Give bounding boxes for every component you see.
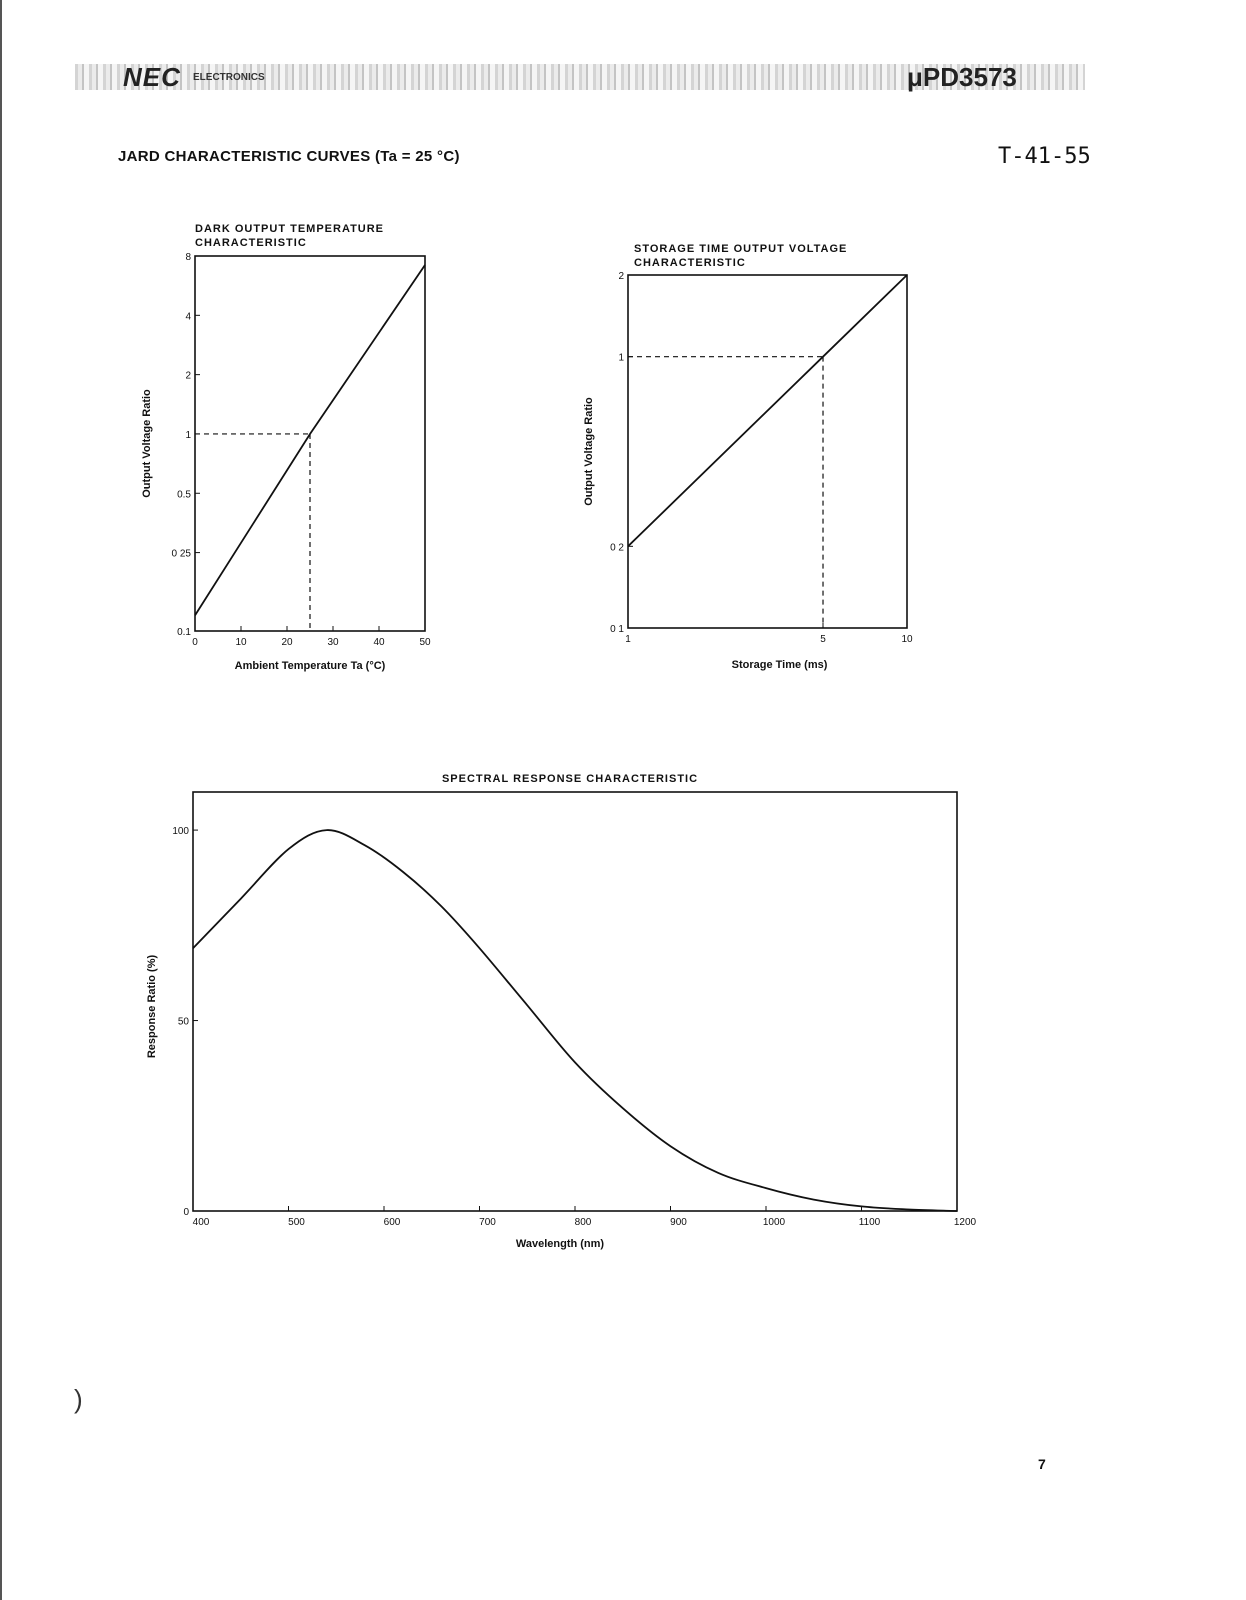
chart3-frame [193, 792, 957, 1211]
chart2-x-axis-label: Storage Time (ms) [731, 659, 828, 671]
chart1-title-line2: CHARACTERISTIC [195, 237, 307, 249]
chart3-title: SPECTRAL RESPONSE CHARACTERISTIC [441, 773, 699, 785]
chart3-y-tick-label: 50 [177, 1016, 189, 1028]
chart1-x-tick-label: 30 [327, 637, 339, 648]
chart2-series-line [628, 275, 907, 546]
chart3-x-tick-label: 1100 [858, 1217, 881, 1228]
chart1-y-tick-label: 2 [185, 370, 191, 382]
chart3-y-axis-label: Response Ratio (%) [146, 954, 158, 1059]
chart3-series-line [193, 830, 957, 1211]
brand-logo: NEC [123, 62, 181, 92]
chart2-frame [628, 275, 907, 628]
part-number: μPD3573 [907, 62, 1017, 92]
chart1-y-tick-label: 0 25 [171, 548, 191, 560]
chart3-x-tick-label: 700 [479, 1217, 496, 1228]
chart2-title-line2: CHARACTERISTIC [634, 257, 746, 269]
chart3-x-tick-label: 400 [192, 1217, 210, 1228]
chart1-x-tick-label: 20 [281, 637, 293, 648]
chart2-x-tick-label: 10 [901, 634, 913, 645]
chart1-y-tick-label: 4 [185, 311, 191, 323]
chart1-y-tick-label: 0.5 [177, 489, 191, 501]
chart3-x-tick-label: 800 [574, 1217, 592, 1228]
chart3-x-tick-label: 1200 [953, 1217, 977, 1228]
chart1-x-tick-label: 0 [192, 637, 198, 648]
chart1-y-tick-label: 0.1 [177, 627, 191, 638]
scan-artifact: ) [74, 1384, 83, 1414]
chart2-y-tick-label: 0 2 [610, 542, 624, 554]
chart1-x-tick-label: 40 [373, 637, 385, 648]
document-code: T-41-55 [998, 144, 1091, 169]
chart2-x-tick-label: 5 [820, 634, 826, 645]
chart3-x-tick-label: 600 [383, 1217, 401, 1228]
chart2-y-tick-label: 2 [618, 271, 624, 282]
chart3-x-tick-label: 500 [288, 1217, 305, 1228]
brand-subtitle: ELECTRONICS [193, 72, 265, 83]
chart3-x-tick-label: 1000 [762, 1217, 786, 1228]
chart2-title-line1: STORAGE TIME OUTPUT VOLTAGE [634, 243, 848, 255]
page-title: JARD CHARACTERISTIC CURVES (Ta = 25 °C) [118, 148, 460, 165]
chart2-y-tick-label: 0 1 [610, 624, 624, 635]
chart3-y-tick-label: 0 [183, 1207, 189, 1218]
chart3-y-tick-label: 100 [172, 826, 189, 838]
chart1-y-tick-label: 1 [185, 429, 191, 441]
chart1-x-tick-label: 50 [419, 637, 431, 648]
chart1-title-line1: DARK OUTPUT TEMPERATURE [195, 223, 385, 235]
chart2-y-axis-label: Output Voltage Ratio [583, 397, 595, 506]
chart1-y-axis-label: Output Voltage Ratio [141, 389, 153, 498]
chart3-x-tick-label: 900 [670, 1217, 687, 1228]
chart2-y-tick-label: 1 [618, 352, 624, 364]
chart1-x-tick-label: 10 [235, 637, 247, 648]
chart2-x-tick-label: 1 [625, 634, 631, 645]
chart1-x-axis-label: Ambient Temperature Ta (°C) [234, 660, 386, 672]
page-number: 7 [1038, 1456, 1046, 1472]
chart3-x-axis-label: Wavelength (nm) [515, 1238, 605, 1250]
chart1-y-tick-label: 8 [185, 252, 191, 263]
